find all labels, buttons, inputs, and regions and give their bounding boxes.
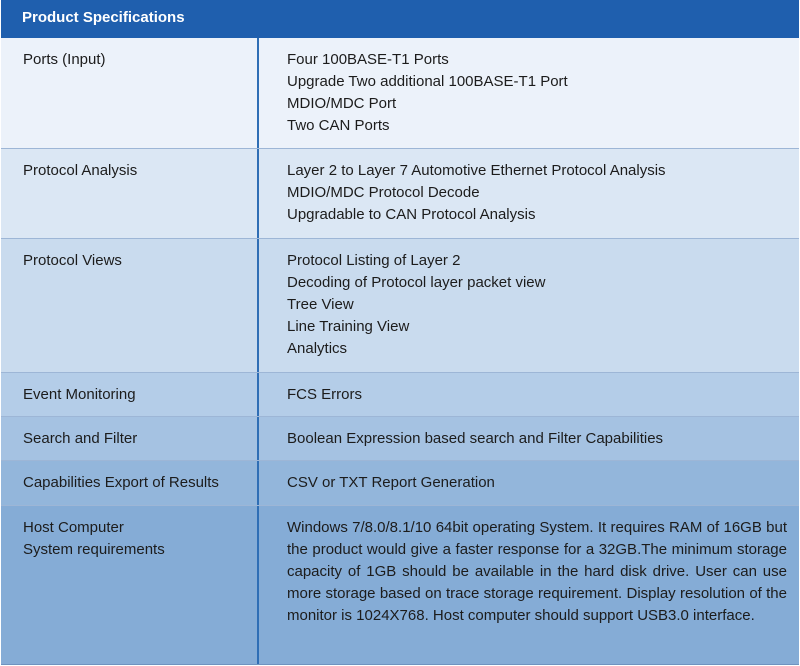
row-label-protocol-views: Protocol Views [1, 239, 259, 372]
value-line: FCS Errors [287, 386, 362, 403]
value-line: MDIO/MDC Port [287, 95, 397, 112]
row-label-search-filter: Search and Filter [1, 417, 259, 460]
row-value-ports [259, 38, 799, 148]
row-value-search-filter [259, 417, 799, 460]
row-label-export-results: Capabilities Export of Results [1, 461, 259, 505]
value-line: Tree View [287, 296, 354, 313]
row-value-protocol-analysis [259, 149, 799, 238]
row-label-host-computer: Host Computer System requirements [1, 506, 259, 664]
row-value-host-computer [259, 506, 799, 664]
row-label-protocol-analysis: Protocol Analysis [1, 149, 259, 238]
value-line: Upgrade Two additional 100BASE-T1 Port [287, 73, 568, 90]
value-line: Analytics [287, 340, 348, 357]
table-row [1, 461, 799, 506]
table-title: Product Specifications [1, 0, 799, 38]
row-label-event-monitoring: Event Monitoring [1, 373, 259, 416]
value-line: Line Training View [287, 318, 410, 335]
host-requirements-paragraph: Windows 7/8.0/8.1/10 64bit operating System. It requires RAM of 16GB but the product would give a faster response for a 32GB.The minimum storage capacity of 1GB should be available in the hard disk drive. User can use more storage based on trace storage requirement. Display resolution of the monitor is 1024X768. Host computer should support USB3.0 interface. [287, 519, 787, 624]
value-line: MDIO/MDC Protocol Decode [287, 184, 480, 201]
product-specifications-table [1, 0, 799, 665]
row-value-event-monitoring [259, 373, 799, 416]
value-line: Upgradable to CAN Protocol Analysis [287, 206, 536, 223]
table-row [1, 506, 799, 664]
value-line: Boolean Expression based search and Filter Capabilities [287, 430, 664, 447]
row-label-ports: Ports (Input) [1, 38, 259, 148]
table-row [1, 417, 799, 461]
value-line: Protocol Listing of Layer 2 [287, 252, 461, 269]
table-row [1, 38, 799, 149]
value-line: Two CAN Ports [287, 117, 390, 134]
table-row [1, 149, 799, 239]
row-value-export-results [259, 461, 799, 505]
row-value-protocol-views [259, 239, 799, 372]
table-row [1, 239, 799, 373]
value-line: CSV or TXT Report Generation [287, 474, 495, 491]
value-line: Layer 2 to Layer 7 Automotive Ethernet Protocol Analysis [287, 162, 666, 179]
table-row [1, 373, 799, 417]
value-line: Four 100BASE-T1 Ports [287, 51, 449, 68]
value-line: Decoding of Protocol layer packet view [287, 274, 546, 291]
